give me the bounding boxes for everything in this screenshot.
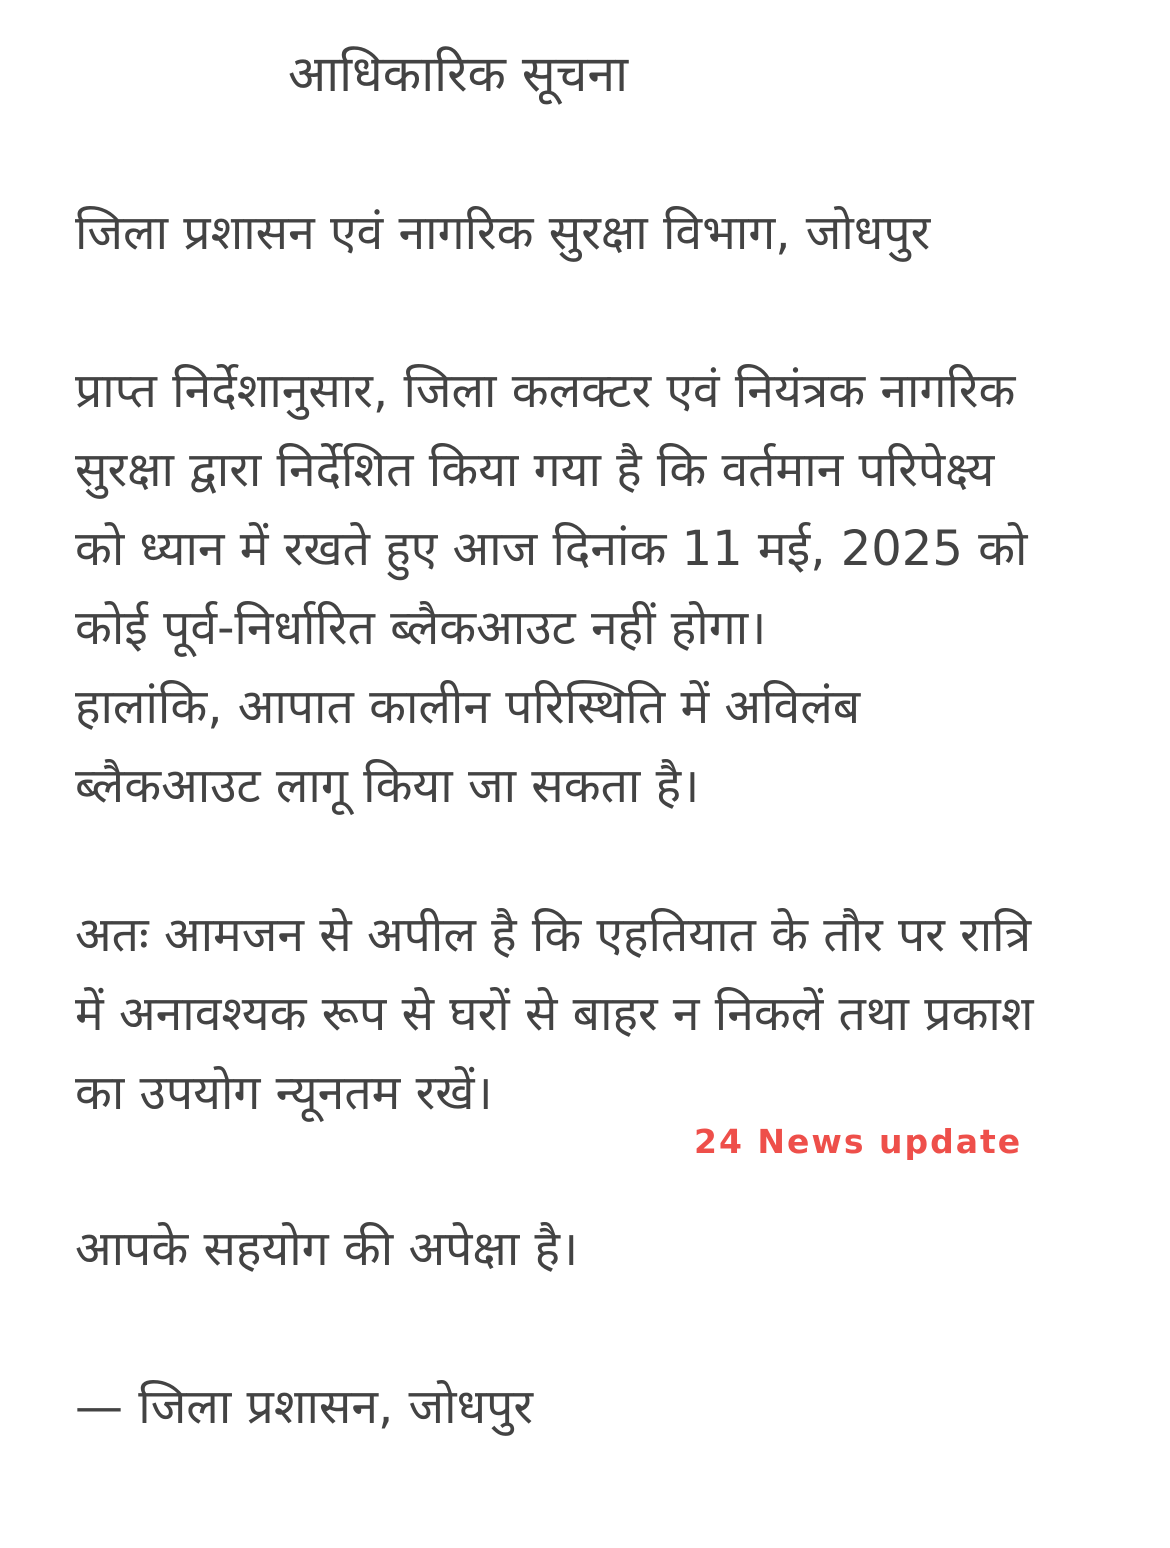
notice-paragraph-appeal [75, 896, 1034, 1133]
text-line: कोई पूर्व-निर्धारित ब्लैकआउट नहीं होगा। [75, 600, 767, 656]
text-line: अतः आमजन से अपील है कि एहतियात के तौर पर रात्रि [75, 907, 1032, 963]
notice-signature: — जिला प्रशासन, जोधपुर [75, 1379, 533, 1435]
text-line: को ध्यान में रखते हुए आज दिनांक 11 मई, 2025 को [75, 521, 1028, 577]
notice-subtitle: जिला प्रशासन एवं नागरिक सुरक्षा विभाग, जोधपुर [75, 205, 931, 261]
text-line: का उपयोग न्यूनतम रखें। [75, 1065, 493, 1121]
text-line: सुरक्षा द्वारा निर्देशित किया गया है कि वर्तमान परिपेक्ष्य [75, 442, 995, 498]
text-line: ब्लैकआउट लागू किया जा सकता है। [75, 758, 700, 814]
text-line: प्राप्त निर्देशानुसार, जिला कलक्टर एवं नियंत्रक नागरिक [75, 363, 1016, 419]
notice-cooperation-line: आपके सहयोग की अपेक्षा है। [75, 1221, 579, 1277]
text-line: में अनावश्यक रूप से घरों से बाहर न निकलें तथा प्रकाश [75, 986, 1034, 1042]
text-line: हालांकि, आपात कालीन परिस्थिति में अविलंब [75, 679, 861, 735]
notice-title: आधिकारिक सूचना [288, 45, 629, 103]
watermark-24-news-update: 24 News update [694, 1122, 1023, 1161]
notice-paragraph-directive [75, 352, 1027, 826]
